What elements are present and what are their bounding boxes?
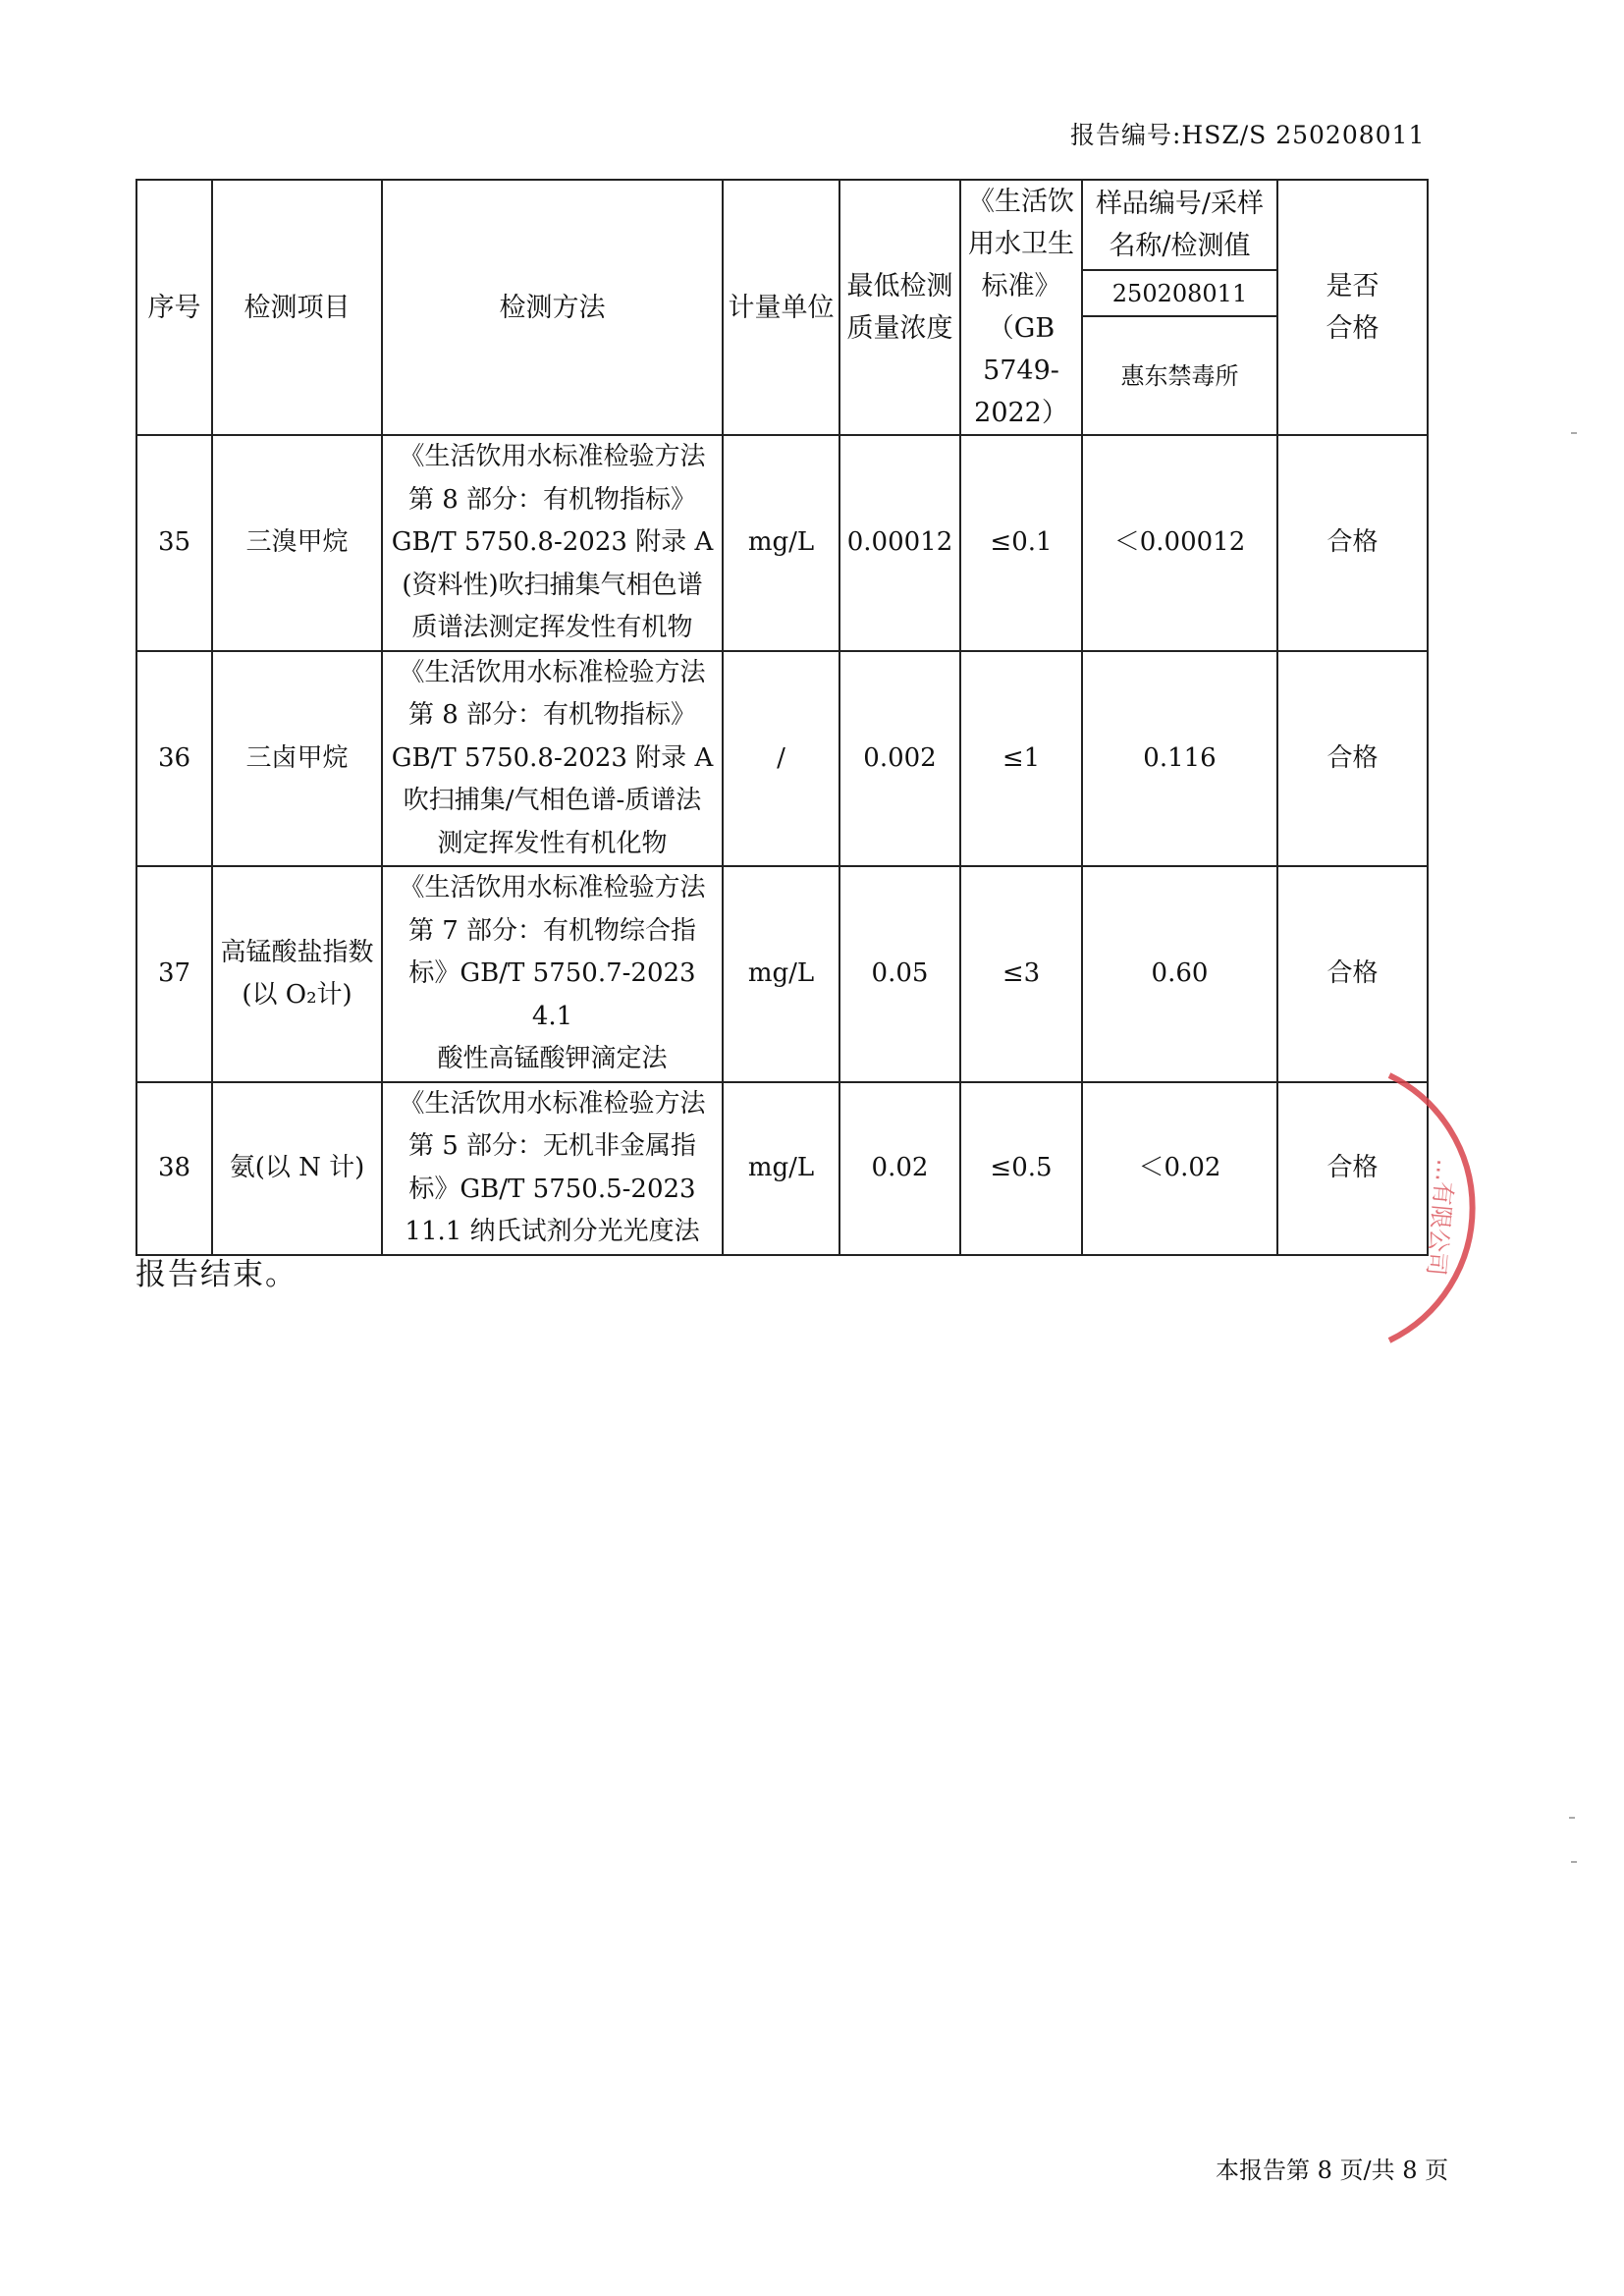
cell-item	[212, 651, 382, 867]
cell-result: 合格	[1277, 651, 1428, 867]
text-line: 标准》	[981, 271, 1061, 301]
text-line: 标》GB/T 5750.7-2023 4.1	[408, 958, 696, 1031]
header-sample	[1082, 180, 1277, 270]
cell-seq: 38	[136, 1082, 212, 1255]
cell-item	[212, 435, 382, 651]
header-method: 检测方法	[382, 180, 723, 435]
text-line: 酸性高锰酸钾滴定法	[437, 1044, 668, 1073]
cell-item	[212, 1082, 382, 1255]
text-line: 最低检测	[846, 271, 953, 301]
text-line: 《生活饮用水标准检验方法	[399, 657, 706, 687]
cell-standard: ≤0.1	[960, 435, 1082, 651]
report-end-text: 报告结束。	[135, 1257, 298, 1292]
text-line: 质量浓度	[846, 313, 953, 344]
text-line: 第 7 部分：有机物综合指	[407, 915, 697, 946]
text-line: (以 O₂计)	[242, 979, 352, 1010]
header-item: 检测项目	[212, 180, 382, 435]
text-line: 合格	[1326, 313, 1380, 344]
cell-method	[382, 866, 723, 1082]
text-line: 第 8 部分：有机物指标》	[407, 700, 697, 730]
page-footer: 本报告第 8 页/共 8 页	[1216, 2157, 1449, 2184]
cell-value: ＜0.00012	[1082, 435, 1277, 651]
cell-result: 合格	[1277, 866, 1428, 1082]
header-result	[1277, 180, 1428, 435]
cell-unit: mg/L	[723, 866, 839, 1082]
cell-min-conc: 0.002	[839, 651, 960, 867]
cell-item	[212, 866, 382, 1082]
cell-standard: ≤3	[960, 866, 1082, 1082]
header-seq: 序号	[136, 180, 212, 435]
cell-unit: /	[723, 651, 839, 867]
cell-seq: 36	[136, 651, 212, 867]
table-row	[136, 651, 1428, 867]
scan-mark	[1569, 1817, 1575, 1819]
test-results-table	[135, 179, 1429, 1256]
table-row	[136, 1082, 1428, 1255]
cell-value: ＜0.02	[1082, 1082, 1277, 1255]
text-line: GB/T 5750.8-2023 附录 A	[391, 527, 714, 557]
scan-mark	[1571, 432, 1577, 434]
text-line: （GB	[987, 313, 1056, 344]
cell-method	[382, 1082, 723, 1255]
header-sample-name: 惠东禁毒所	[1082, 316, 1277, 435]
text-line: 2022）	[974, 398, 1068, 428]
text-line: 三溴甲烷	[245, 527, 349, 558]
cell-result: 合格	[1277, 435, 1428, 651]
cell-value: 0.60	[1082, 866, 1277, 1082]
cell-result: 合格	[1277, 1082, 1428, 1255]
table-row	[136, 866, 1428, 1082]
text-line: (资料性)吹扫捕集气相色谱	[402, 570, 703, 600]
text-line: 第 5 部分：无机非金属指	[407, 1131, 697, 1161]
text-line: 氨(以 N 计)	[229, 1153, 365, 1182]
text-line: 测定挥发性有机化物	[437, 828, 668, 858]
company-seal-stamp	[1370, 1066, 1488, 1350]
seal-text: ...有限公司	[1422, 1158, 1460, 1278]
header-min-conc	[839, 180, 960, 435]
text-line: 样品编号/采样	[1095, 189, 1265, 220]
text-line: 是否	[1326, 271, 1380, 301]
cell-method	[382, 651, 723, 867]
text-line: 用水卫生	[968, 229, 1074, 259]
cell-seq: 35	[136, 435, 212, 651]
text-line: 标》GB/T 5750.5-2023	[408, 1174, 696, 1204]
text-line: 《生活饮用水标准检验方法	[399, 1088, 706, 1119]
cell-seq: 37	[136, 866, 212, 1082]
cell-standard: ≤1	[960, 651, 1082, 867]
header-unit: 计量单位	[723, 180, 839, 435]
header-sample-id: 250208011	[1082, 270, 1277, 316]
cell-unit: mg/L	[723, 1082, 839, 1255]
text-line: 《生活饮用水标准检验方法	[399, 873, 706, 902]
text-line: 第 8 部分：有机物指标》	[407, 484, 697, 515]
table-row	[136, 435, 1428, 651]
text-line: 吹扫捕集/气相色谱-质谱法	[403, 786, 702, 815]
text-line: 《生活饮用水标准检验方法	[399, 442, 706, 471]
cell-method	[382, 435, 723, 651]
cell-min-conc: 0.05	[839, 866, 960, 1082]
text-line: GB/T 5750.8-2023 附录 A	[391, 742, 714, 773]
text-line: 高锰酸盐指数	[220, 937, 374, 967]
cell-unit: mg/L	[723, 435, 839, 651]
text-line: 11.1 纳氏试剂分光光度法	[405, 1217, 700, 1246]
text-line: 5749-	[983, 355, 1059, 386]
text-line: 《生活饮	[968, 187, 1074, 217]
text-line: 质谱法测定挥发性有机物	[411, 613, 693, 642]
cell-value: 0.116	[1082, 651, 1277, 867]
text-line: 名称/检测值	[1109, 231, 1251, 262]
text-line: 三卤甲烷	[245, 742, 349, 773]
cell-standard: ≤0.5	[960, 1082, 1082, 1255]
report-number: 报告编号:HSZ/S 250208011	[1070, 121, 1426, 149]
cell-min-conc: 0.00012	[839, 435, 960, 651]
scan-mark	[1571, 1861, 1577, 1863]
cell-min-conc: 0.02	[839, 1082, 960, 1255]
header-standard	[960, 180, 1082, 435]
